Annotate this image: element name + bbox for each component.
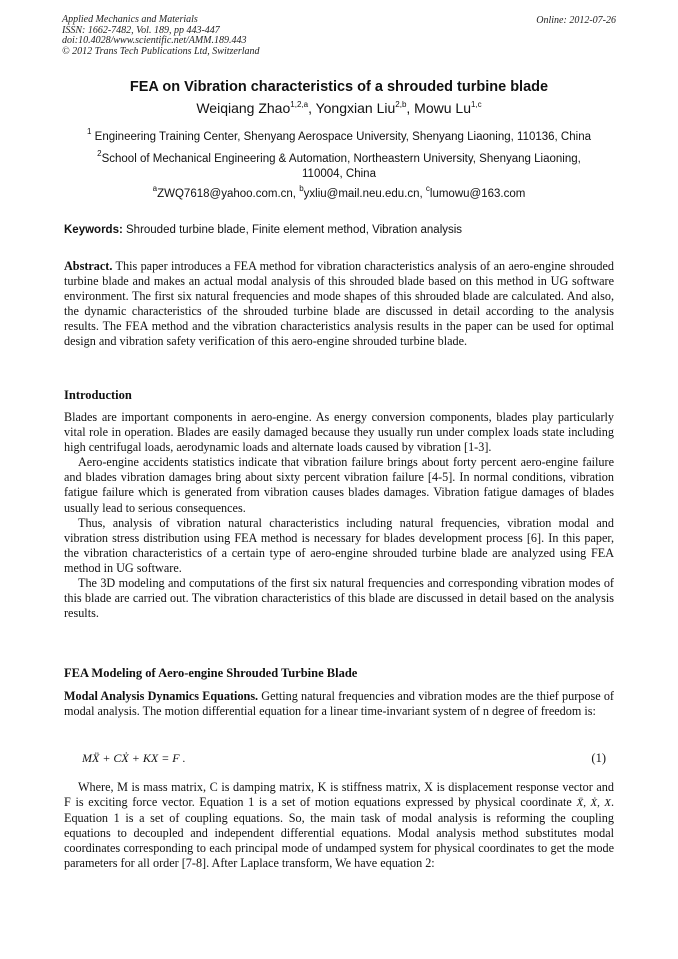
keywords-label: Keywords: — [64, 224, 123, 236]
paragraph: The 3D modeling and computations of the first six natural frequencies and corresponding vibration modes of this blade are carried out. The vibration characteristics of this blade are discussed in detail based on the analysis results. — [64, 576, 614, 621]
paper-title: FEA on Vibration characteristics of a shrouded turbine blade — [129, 79, 549, 95]
paragraph-text: Getting natural frequencies and vibration modes are the thief purpose of modal analysis. The motion differential equation for a linear time-invariant system of n degree of freedom is: — [64, 689, 614, 719]
affiliation-text: School of Mechanical Engineering & Automation, Northeastern University, Shenyang Liaoning, — [101, 153, 581, 165]
equation-1: MẌ + CẊ + KX = F . — [82, 751, 186, 765]
affiliation-text-cont: 110004, China — [302, 168, 376, 180]
affiliation-sup: 1 — [87, 127, 92, 136]
paragraph: Thus, analysis of vibration natural characteristics including natural frequencies, vibration modal and vibration stress distribution using FEA method is necessary for blades development process [6]. In this paper, the vibration characteristics of a certain type of aero-engine shrouded turbine blade are analyzed using FEA method in UG software. — [64, 515, 614, 575]
author-sup: 1,2,a — [290, 100, 309, 109]
author-list: Weiqiang Zhao$^{1,2,a}$, Yongxian Liu$^{2,b}$, Mowu Lu$^{1,c}$ — [196, 100, 482, 116]
affiliation-sup: 2 — [97, 149, 102, 158]
author-sup: 1,c — [470, 100, 482, 109]
online-date: Online: 2012-07-26 — [536, 15, 616, 26]
modal-analysis-paragraph — [64, 689, 614, 719]
email-sup: a — [152, 184, 158, 193]
author-name: Weiqiang Zhao — [196, 100, 291, 116]
affiliation-text: Engineering Training Center, Shenyang Aerospace University, Shenyang Liaoning, 110136, China — [94, 131, 591, 143]
equation-number: (1) — [591, 751, 606, 765]
affiliation-1 — [62, 127, 616, 145]
author-name: Yongxian Liu — [315, 100, 396, 116]
email-address[interactable]: ZWQ7618@yahoo.com.cn — [157, 188, 293, 200]
doi-line: doi:10.4028/www.scientific.net/AMM.189.443 — [62, 35, 247, 46]
abstract — [64, 259, 614, 350]
paragraph: Blades are important components in aero-engine. As energy conversion components, blades play particularly vital role in operation. Blades are easily damaged because they usually run under complex loads state including high centrifugal loads, aerodynamic loads and alternate loads caused by vibration [1-3]. — [64, 410, 614, 455]
email-sup: b — [299, 184, 304, 193]
paragraph-text: . Equation 1 is a set of coupling equations. So, the main task of modal analysis is reforming the coupling equations to decoupled and independent differential equations. Modal analysis method substitutes modal coordinates corresponding to each principal mode of undamped system for physical coordinates to get the mode parameters for all order [7-8]. After Laplace transform, We have equation 2: — [64, 795, 614, 871]
issn-line: ISSN: 1662-7482, Vol. 189, pp 443-447 — [62, 24, 220, 36]
equation-explanation — [64, 780, 614, 872]
email-address[interactable]: lumowu@163.com — [429, 188, 526, 200]
email-list: $^a$ZWQ7618@yahoo.com.cn, $^b$yxliu@mail.neu.edu.cn, $^c$lumowu@163.com — [152, 184, 526, 200]
email-address[interactable]: yxliu@mail.neu.edu.cn — [303, 188, 420, 200]
author-sup: 2,b — [395, 100, 407, 109]
abstract-label: Abstract. — [64, 259, 113, 273]
abstract-text: This paper introduces a FEA method for vibration characteristics analysis of an aero-engine shrouded turbine blade and makes an actual modal analysis of this shrouded blade based on this method in UG software environment. The first six natural frequencies and mode shapes of this shrouded blade are calculated. And also, the dynamic characteristics of the shrouded turbine blade are discussed in detail according to the analysis results. The FEA method and the vibration characteristics analysis results in the paper can be used for optimal design and vibration safety verification of this aero-engine shrouded turbine blade. — [64, 259, 615, 349]
copyright-line: © 2012 Trans Tech Publications Ltd, Switzerland — [62, 45, 260, 57]
publication-meta — [62, 15, 260, 57]
author-name: Mowu Lu — [414, 100, 471, 116]
journal-name: Applied Mechanics and Materials — [62, 14, 198, 25]
section-heading-introduction: Introduction — [64, 388, 132, 402]
keywords-text: Shrouded turbine blade, Finite element method, Vibration analysis — [126, 224, 463, 236]
paragraph: Aero-engine accidents statistics indicate that vibration failure brings about forty percent aero-engine failure and blades vibration damages bring about sixty percent vibration failure [4-5]. In normal conditions, vibration fatigue failure which is generated from vibration causes blades damages. Vibration fatigue damages of blades usually lead to serious consequences. — [64, 455, 614, 515]
keywords — [64, 224, 462, 236]
introduction-body — [64, 410, 614, 621]
subsection-runin: Modal Analysis Dynamics Equations. — [64, 689, 259, 703]
section-heading-fea-modeling: FEA Modeling of Aero-engine Shrouded Turbine Blade — [64, 666, 358, 680]
affiliation-2 — [62, 149, 616, 182]
coordinate-symbols: Ẍ, Ẋ, X — [576, 797, 611, 810]
email-sup: c — [425, 184, 430, 193]
paragraph-text: Where, M is mass matrix, C is damping matrix, K is stiffness matrix, X is displacement response vector and F is exciting force vector. Equation 1 is a set of motion equations expressed by physical coordinate — [64, 780, 614, 810]
